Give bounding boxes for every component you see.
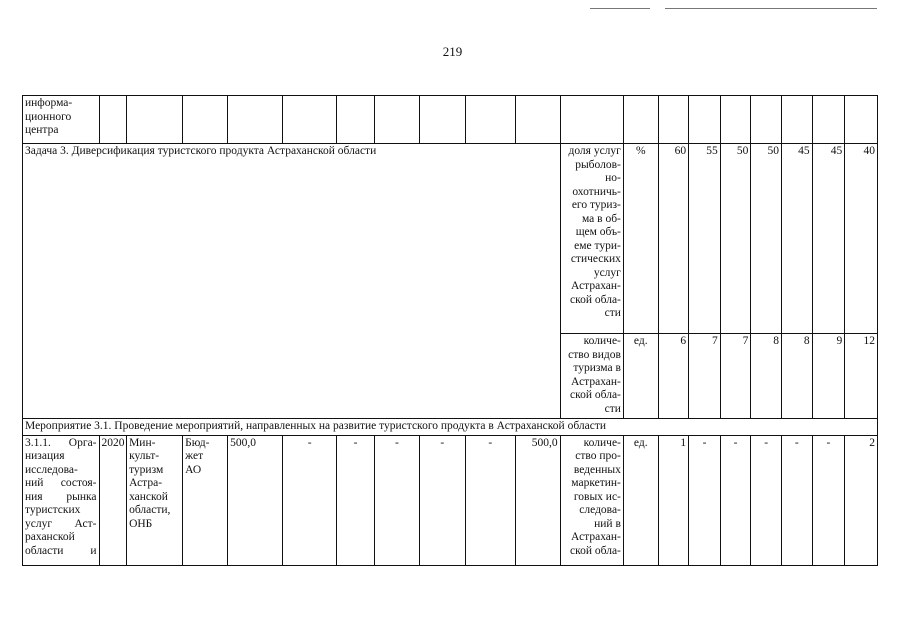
page-number: 219 — [442, 44, 463, 59]
empty-cell — [689, 96, 721, 144]
info-center-name: информа- ционного центра — [23, 96, 100, 144]
empty-cell — [812, 96, 845, 144]
header-rule-left — [590, 8, 650, 9]
empty-cell — [720, 96, 751, 144]
indicator-unit: ед. — [623, 334, 658, 419]
indicator-value: 7 — [689, 334, 721, 419]
item-value: 1 — [658, 435, 689, 565]
program-table — [22, 95, 878, 566]
empty-cell — [515, 96, 560, 144]
item-value: - — [720, 435, 751, 565]
item-unit: ед. — [623, 435, 658, 565]
indicator-value: 12 — [845, 334, 878, 419]
task3-title: Задача 3. Диверсификация туристского продукта Астраханской области — [23, 144, 561, 419]
indicator-value: 6 — [658, 334, 689, 419]
item-yearly: 500,0 — [515, 435, 560, 565]
indicator-name: доля услуг рыболов- но- охотничь- его туриз- ма в об- щем объ- еме тури- стических услуг Астрахан- ской обла- сти — [560, 144, 623, 334]
indicator-value: 40 — [845, 144, 878, 334]
empty-cell — [99, 96, 127, 144]
empty-cell — [419, 96, 465, 144]
empty-cell — [623, 96, 658, 144]
row-task3-indicator-1 — [23, 144, 878, 334]
item-yearly: - — [419, 435, 465, 565]
item-total: 500,0 — [228, 435, 283, 565]
item-value: - — [689, 435, 721, 565]
indicator-value: 50 — [751, 144, 782, 334]
item-yearly: - — [374, 435, 419, 565]
item-value: - — [812, 435, 845, 565]
empty-cell — [228, 96, 283, 144]
indicator-unit: % — [623, 144, 658, 334]
empty-cell — [183, 96, 228, 144]
empty-cell — [658, 96, 689, 144]
item-value: - — [781, 435, 812, 565]
indicator-value: 8 — [781, 334, 812, 419]
indicator-value: 55 — [689, 144, 721, 334]
empty-cell — [845, 96, 878, 144]
row-measure-3-1 — [23, 419, 878, 436]
item-yearly: - — [283, 435, 337, 565]
item-value: - — [751, 435, 782, 565]
indicator-value: 9 — [812, 334, 845, 419]
item-yearly: - — [465, 435, 515, 565]
measure-title: Мероприятие 3.1. Проведение мероприятий, направленных на развитие туристского продукта в Астраханской области — [23, 419, 878, 436]
indicator-value: 7 — [720, 334, 751, 419]
row-info-center — [23, 96, 878, 144]
indicator-value: 45 — [781, 144, 812, 334]
empty-cell — [560, 96, 623, 144]
empty-cell — [127, 96, 183, 144]
item-name: 3.1.1. Орга- низация исследова- ний состоя- ния рынка туристских услуг Аст- раханской области и — [23, 435, 100, 565]
empty-cell — [337, 96, 375, 144]
indicator-value: 50 — [720, 144, 751, 334]
item-source: Бюд- жет АО — [183, 435, 228, 565]
item-year: 2020 — [99, 435, 127, 565]
indicator-value: 45 — [812, 144, 845, 334]
indicator-value: 60 — [658, 144, 689, 334]
row-item-3-1-1 — [23, 435, 878, 565]
indicator-value: 8 — [751, 334, 782, 419]
header-rule-right — [665, 8, 877, 9]
item-executor: Мин- культ- туризм Астра- ханской области, ОНБ — [127, 435, 183, 565]
item-indicator: количе- ство про- веденных маркетин- говых ис- следова- ний в Астрахан- ской обла- — [560, 435, 623, 565]
item-yearly: - — [337, 435, 375, 565]
empty-cell — [751, 96, 782, 144]
empty-cell — [374, 96, 419, 144]
empty-cell — [781, 96, 812, 144]
indicator-name: количе- ство видов туризма в Астрахан- ской обла- сти — [560, 334, 623, 419]
item-value: 2 — [845, 435, 878, 565]
empty-cell — [465, 96, 515, 144]
empty-cell — [283, 96, 337, 144]
